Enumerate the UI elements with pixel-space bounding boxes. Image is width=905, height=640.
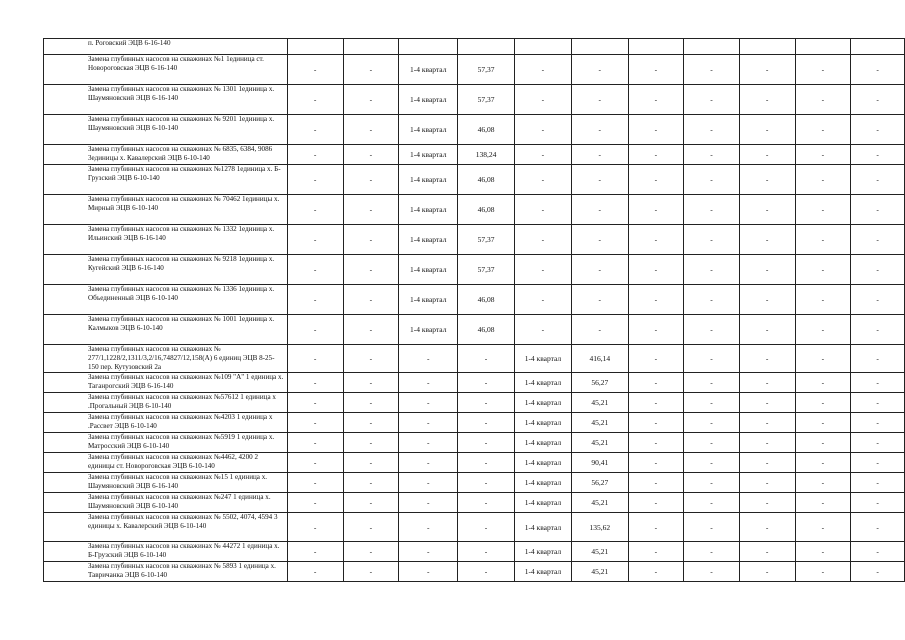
table-cell: - xyxy=(739,145,795,165)
table-cell: - xyxy=(343,115,399,145)
table-cell: - xyxy=(287,145,343,165)
table-cell: - xyxy=(343,345,399,373)
table-cell: - xyxy=(739,115,795,145)
table-cell: 46,08 xyxy=(458,115,515,145)
table-cell: - xyxy=(343,55,399,85)
table-cell: - xyxy=(795,225,851,255)
table-cell: - xyxy=(795,562,851,582)
table-cell: - xyxy=(684,315,740,345)
table-row xyxy=(44,315,905,345)
table-cell: - xyxy=(628,393,684,413)
table-cell: - xyxy=(684,433,740,453)
table-cell: - xyxy=(795,513,851,542)
table-cell: - xyxy=(287,85,343,115)
table-cell: - xyxy=(684,285,740,315)
table-cell: - xyxy=(458,562,515,582)
table-cell: 135,62 xyxy=(572,513,629,542)
row-description: Замена глубинных насосов на скважинах №1278 1единица х. Б-Грузский ЭЦВ 6-10-140 xyxy=(44,165,288,195)
table-cell: - xyxy=(287,562,343,582)
table-cell: - xyxy=(795,115,851,145)
row-description: Замена глубинных насосов на скважинах № 1301 1единица х. Шаумяновский ЭЦВ 6-16-140 xyxy=(44,85,288,115)
row-description: Замена глубинных насосов на скважинах №4203 1 единица х .Рассвет ЭЦВ 6-10-140 xyxy=(44,413,288,433)
table-row xyxy=(44,413,905,433)
table-cell: - xyxy=(684,513,740,542)
table-cell: - xyxy=(795,473,851,493)
table-cell: - xyxy=(343,165,399,195)
table-cell: - xyxy=(684,145,740,165)
table-cell: - xyxy=(287,225,343,255)
table-cell: - xyxy=(739,433,795,453)
table-row xyxy=(44,145,905,165)
row-description: Замена глубинных насосов на скважинах № 5502, 4074, 4594 3 единицы х. Кавалерский ЭЦВ 6-10-140 xyxy=(44,513,288,542)
table-cell: - xyxy=(399,413,458,433)
table-cell: - xyxy=(739,562,795,582)
table-row xyxy=(44,373,905,393)
table-cell: - xyxy=(684,473,740,493)
table-cell: - xyxy=(739,345,795,373)
table-cell: 1-4 квартал xyxy=(399,85,458,115)
table-cell: - xyxy=(399,453,458,473)
table-cell: - xyxy=(287,453,343,473)
row-description: Замена глубинных насосов на скважинах №4462, 4200 2 единицы ст. Новороговская ЭЦВ 6-10-140 xyxy=(44,453,288,473)
table-cell: - xyxy=(514,195,571,225)
table-cell: - xyxy=(514,165,571,195)
table-cell: 57,37 xyxy=(458,55,515,85)
table-cell: - xyxy=(684,393,740,413)
table-cell: - xyxy=(343,513,399,542)
table-cell: - xyxy=(739,55,795,85)
table-cell: - xyxy=(287,433,343,453)
table-cell: - xyxy=(795,433,851,453)
row-description: Замена глубинных насосов на скважинах № 44272 1 единица х. Б-Грузский ЭЦВ 6-10-140 xyxy=(44,542,288,562)
table-cell: - xyxy=(628,55,684,85)
row-description: Замена глубинных насосов на скважинах № 1336 1единица х. Объединенный ЭЦВ 6-10-140 xyxy=(44,285,288,315)
table-cell: - xyxy=(851,513,905,542)
table-cell: - xyxy=(739,195,795,225)
table-cell: - xyxy=(684,562,740,582)
table-cell: - xyxy=(795,493,851,513)
table-cell: - xyxy=(851,453,905,473)
table-cell: - xyxy=(572,145,629,165)
table-cell: - xyxy=(684,165,740,195)
table-cell: - xyxy=(343,145,399,165)
table-cell: - xyxy=(851,413,905,433)
table-row xyxy=(44,115,905,145)
table-cell: - xyxy=(343,285,399,315)
table-cell: - xyxy=(851,285,905,315)
table-cell: - xyxy=(399,542,458,562)
table-row xyxy=(44,473,905,493)
table-cell: 57,37 xyxy=(458,85,515,115)
table-cell: - xyxy=(514,145,571,165)
table-cell: - xyxy=(628,413,684,433)
row-description: Замена глубинных насосов на скважинах №1 1единица ст. Новороговская ЭЦВ 6-16-140 xyxy=(44,55,288,85)
table-cell: - xyxy=(287,493,343,513)
table-cell: - xyxy=(795,453,851,473)
table-cell: - xyxy=(572,85,629,115)
table-cell: - xyxy=(739,393,795,413)
table-cell: - xyxy=(851,542,905,562)
table-cell: - xyxy=(343,562,399,582)
table-cell: - xyxy=(343,493,399,513)
table-cell: - xyxy=(739,513,795,542)
table-cell: - xyxy=(287,165,343,195)
table-cell: - xyxy=(399,562,458,582)
table-cell: - xyxy=(795,285,851,315)
table-row xyxy=(44,285,905,315)
table-cell: - xyxy=(287,413,343,433)
table-cell: - xyxy=(514,225,571,255)
table-cell: - xyxy=(572,315,629,345)
table-cell: 1-4 квартал xyxy=(399,55,458,85)
table-cell: - xyxy=(572,195,629,225)
table-cell: - xyxy=(739,285,795,315)
table-cell: - xyxy=(739,453,795,473)
table-cell: 1-4 квартал xyxy=(514,473,571,493)
table-cell: - xyxy=(795,413,851,433)
row-description: Замена глубинных насосов на скважинах № 277/1,1228/2,1311/3,2/16,74827/12,158(А) 6 единиц ЭЦВ 8-25-150 пер. Кутузовский 2а xyxy=(44,345,288,373)
table-cell: - xyxy=(851,195,905,225)
table-cell: - xyxy=(739,315,795,345)
table-row xyxy=(44,39,905,55)
table-cell: - xyxy=(851,165,905,195)
schedule-table xyxy=(43,38,905,582)
table-cell: - xyxy=(399,493,458,513)
table-cell: - xyxy=(739,255,795,285)
table-row xyxy=(44,195,905,225)
table-cell: - xyxy=(343,315,399,345)
table-cell: - xyxy=(795,55,851,85)
table-cell: 56,27 xyxy=(572,473,629,493)
table-cell: - xyxy=(458,493,515,513)
table-cell: 45,21 xyxy=(572,393,629,413)
table-cell: - xyxy=(851,393,905,413)
table-cell: - xyxy=(343,393,399,413)
table-row xyxy=(44,165,905,195)
table-row xyxy=(44,562,905,582)
table-cell: - xyxy=(628,513,684,542)
table-cell: - xyxy=(458,393,515,413)
table-cell: 46,08 xyxy=(458,285,515,315)
table-cell: 1-4 квартал xyxy=(514,393,571,413)
table-cell: - xyxy=(684,195,740,225)
table-cell: - xyxy=(514,55,571,85)
table-cell: - xyxy=(287,513,343,542)
table-cell: 56,27 xyxy=(572,373,629,393)
row-description: Замена глубинных насосов на скважинах № 1332 1единица х. Ильинский ЭЦВ 6-16-140 xyxy=(44,225,288,255)
row-description: Замена глубинных насосов на скважинах №5919 1 единица х. Матросский ЭЦВ 6-10-140 xyxy=(44,433,288,453)
table-cell: - xyxy=(399,433,458,453)
table-cell: - xyxy=(684,225,740,255)
table-cell: 1-4 квартал xyxy=(514,413,571,433)
table-cell: - xyxy=(343,373,399,393)
table-cell: 57,37 xyxy=(458,225,515,255)
table-row xyxy=(44,513,905,542)
table-cell: - xyxy=(287,55,343,85)
table-cell: - xyxy=(851,255,905,285)
table-cell: - xyxy=(514,285,571,315)
table-cell: - xyxy=(739,85,795,115)
table-cell: 90,41 xyxy=(572,453,629,473)
table-cell: - xyxy=(343,225,399,255)
table-cell: 1-4 квартал xyxy=(399,255,458,285)
table-cell: - xyxy=(572,165,629,195)
table-cell: - xyxy=(795,542,851,562)
table-cell: - xyxy=(851,55,905,85)
table-cell: - xyxy=(739,413,795,433)
row-description: Замена глубинных насосов на скважинах № 6835, 6384, 9086 3единицы х. Кавалерский ЭЦВ 6-10-140 xyxy=(44,145,288,165)
table-cell: - xyxy=(684,413,740,433)
table-cell: - xyxy=(851,315,905,345)
table-cell: - xyxy=(287,115,343,145)
table-cell: 1-4 квартал xyxy=(514,562,571,582)
table-cell: 1-4 квартал xyxy=(514,453,571,473)
table-cell: 1-4 квартал xyxy=(514,542,571,562)
table-row xyxy=(44,255,905,285)
table-cell: - xyxy=(458,413,515,433)
row-description: Замена глубинных насосов на скважинах №15 1 единица х. Шаумяновский ЭЦВ 6-16-140 xyxy=(44,473,288,493)
table-cell xyxy=(851,39,905,55)
table-cell: - xyxy=(739,473,795,493)
table-cell: - xyxy=(795,85,851,115)
table-cell: - xyxy=(739,373,795,393)
table-cell: 1-4 квартал xyxy=(514,493,571,513)
table-cell: - xyxy=(458,513,515,542)
row-description: Замена глубинных насосов на скважинах № 70462 1единицы х. Мирный ЭЦВ 6-10-140 xyxy=(44,195,288,225)
table-cell: - xyxy=(628,453,684,473)
table-cell: - xyxy=(287,285,343,315)
table-cell: - xyxy=(739,493,795,513)
table-cell: - xyxy=(628,562,684,582)
table-cell: - xyxy=(628,493,684,513)
table-cell: 1-4 квартал xyxy=(514,373,571,393)
table-cell: - xyxy=(851,85,905,115)
table-cell: 57,37 xyxy=(458,255,515,285)
table-cell: 1-4 квартал xyxy=(399,145,458,165)
table-cell: - xyxy=(795,195,851,225)
table-cell: - xyxy=(628,433,684,453)
table-cell: - xyxy=(458,453,515,473)
table-cell: 1-4 квартал xyxy=(399,165,458,195)
table-cell: - xyxy=(458,345,515,373)
table-cell: - xyxy=(628,473,684,493)
table-cell xyxy=(739,39,795,55)
table-row xyxy=(44,542,905,562)
table-cell xyxy=(287,39,343,55)
table-cell: 45,21 xyxy=(572,542,629,562)
table-cell: - xyxy=(851,493,905,513)
table-cell: - xyxy=(739,225,795,255)
table-cell: - xyxy=(287,473,343,493)
table-cell: - xyxy=(572,115,629,145)
table-cell: - xyxy=(343,433,399,453)
table-cell: - xyxy=(287,315,343,345)
table-cell: 1-4 квартал xyxy=(399,315,458,345)
table-cell: - xyxy=(628,195,684,225)
row-description: Замена глубинных насосов на скважинах № 9201 1единица х. Шаумяновский ЭЦВ 6-10-140 xyxy=(44,115,288,145)
table-cell: - xyxy=(287,542,343,562)
table-cell: - xyxy=(684,453,740,473)
table-cell: - xyxy=(287,195,343,225)
table-cell: - xyxy=(343,255,399,285)
table-cell: - xyxy=(458,433,515,453)
table-cell: - xyxy=(514,315,571,345)
row-description: Замена глубинных насосов на скважинах №57612 1 единица х .Прогальный ЭЦВ 6-10-140 xyxy=(44,393,288,413)
table-cell: - xyxy=(684,255,740,285)
table-cell: - xyxy=(684,493,740,513)
table-cell: 45,21 xyxy=(572,413,629,433)
table-cell: - xyxy=(795,393,851,413)
table-cell: - xyxy=(572,55,629,85)
row-description: Замена глубинных насосов на скважинах № 1001 1единица х. Калмыков ЭЦВ 6-10-140 xyxy=(44,315,288,345)
table-cell: - xyxy=(572,255,629,285)
table-cell: - xyxy=(684,115,740,145)
table-cell: - xyxy=(343,542,399,562)
table-cell: - xyxy=(795,145,851,165)
table-cell: - xyxy=(684,85,740,115)
table-cell: - xyxy=(628,85,684,115)
table-cell: - xyxy=(795,255,851,285)
table-cell: 1-4 квартал xyxy=(514,433,571,453)
table-cell: 46,08 xyxy=(458,315,515,345)
table-cell: - xyxy=(628,285,684,315)
table-cell: - xyxy=(399,473,458,493)
table-cell: - xyxy=(287,393,343,413)
table-cell: - xyxy=(851,562,905,582)
table-row xyxy=(44,55,905,85)
table-cell: 1-4 квартал xyxy=(399,225,458,255)
table-cell: - xyxy=(628,225,684,255)
table-cell: - xyxy=(343,195,399,225)
table-cell: - xyxy=(572,285,629,315)
table-cell: - xyxy=(851,473,905,493)
table-cell: - xyxy=(399,513,458,542)
table-cell: - xyxy=(514,115,571,145)
table-cell: - xyxy=(458,373,515,393)
table-row xyxy=(44,433,905,453)
table-cell: - xyxy=(739,165,795,195)
table-row xyxy=(44,453,905,473)
table-cell: - xyxy=(399,393,458,413)
table-cell: - xyxy=(851,373,905,393)
table-cell: - xyxy=(684,542,740,562)
table-cell: 46,08 xyxy=(458,195,515,225)
table-cell: 45,21 xyxy=(572,562,629,582)
table-cell xyxy=(514,39,571,55)
table-cell: - xyxy=(795,315,851,345)
table-cell: - xyxy=(458,473,515,493)
table-row xyxy=(44,225,905,255)
table-row xyxy=(44,345,905,373)
table-cell: - xyxy=(399,373,458,393)
table-cell: - xyxy=(851,433,905,453)
table-cell: 46,08 xyxy=(458,165,515,195)
table-cell: - xyxy=(628,542,684,562)
table-cell: - xyxy=(795,345,851,373)
table-cell: - xyxy=(684,373,740,393)
table-cell: - xyxy=(795,165,851,195)
row-description: п. Роговский ЭЦВ 6-16-140 xyxy=(44,39,288,55)
table-cell: - xyxy=(343,413,399,433)
table-cell xyxy=(399,39,458,55)
table-cell: - xyxy=(287,345,343,373)
table-cell: - xyxy=(628,165,684,195)
table-cell: 45,21 xyxy=(572,493,629,513)
table-cell: - xyxy=(628,115,684,145)
table-cell: 1-4 квартал xyxy=(399,285,458,315)
table-cell: 1-4 квартал xyxy=(399,115,458,145)
table-cell: - xyxy=(851,225,905,255)
table-cell: - xyxy=(628,255,684,285)
table-cell: - xyxy=(514,255,571,285)
table-cell: - xyxy=(458,542,515,562)
table-cell xyxy=(458,39,515,55)
row-description: Замена глубинных насосов на скважинах №109 "А" 1 единица х. Таганрогский ЭЦВ 6-16-140 xyxy=(44,373,288,393)
table-cell xyxy=(795,39,851,55)
row-description: Замена глубинных насосов на скважинах №247 1 единица х. Шаумяновский ЭЦВ 6-10-140 xyxy=(44,493,288,513)
table-cell: - xyxy=(628,373,684,393)
table-cell: - xyxy=(343,453,399,473)
table-cell xyxy=(684,39,740,55)
table-row xyxy=(44,85,905,115)
row-description: Замена глубинных насосов на скважинах № 9218 1единица х. Кугейский ЭЦВ 6-16-140 xyxy=(44,255,288,285)
table-cell: 1-4 квартал xyxy=(514,345,571,373)
table-cell: - xyxy=(572,225,629,255)
table-cell: - xyxy=(287,373,343,393)
table-cell: 1-4 квартал xyxy=(399,195,458,225)
table-cell: - xyxy=(514,85,571,115)
table-cell: - xyxy=(343,85,399,115)
table-cell: - xyxy=(851,145,905,165)
table-cell: - xyxy=(628,345,684,373)
row-description: Замена глубинных насосов на скважинах № 5893 1 единица х. Тавричанка ЭЦВ 6-10-140 xyxy=(44,562,288,582)
table-cell xyxy=(572,39,629,55)
table-cell xyxy=(343,39,399,55)
table-cell: 45,21 xyxy=(572,433,629,453)
table-cell: 416,14 xyxy=(572,345,629,373)
table-body xyxy=(44,39,905,582)
table-cell: - xyxy=(628,145,684,165)
table-cell: - xyxy=(851,115,905,145)
table-cell: - xyxy=(343,473,399,493)
table-cell: - xyxy=(628,315,684,345)
table-cell xyxy=(628,39,684,55)
table-row xyxy=(44,393,905,413)
table-cell: - xyxy=(851,345,905,373)
table-cell: - xyxy=(684,345,740,373)
table-row xyxy=(44,493,905,513)
table-cell: - xyxy=(287,255,343,285)
table-cell: - xyxy=(739,542,795,562)
table-cell: 1-4 квартал xyxy=(514,513,571,542)
table-cell: - xyxy=(684,55,740,85)
table-cell: - xyxy=(399,345,458,373)
table-cell: 138,24 xyxy=(458,145,515,165)
table-cell: - xyxy=(795,373,851,393)
